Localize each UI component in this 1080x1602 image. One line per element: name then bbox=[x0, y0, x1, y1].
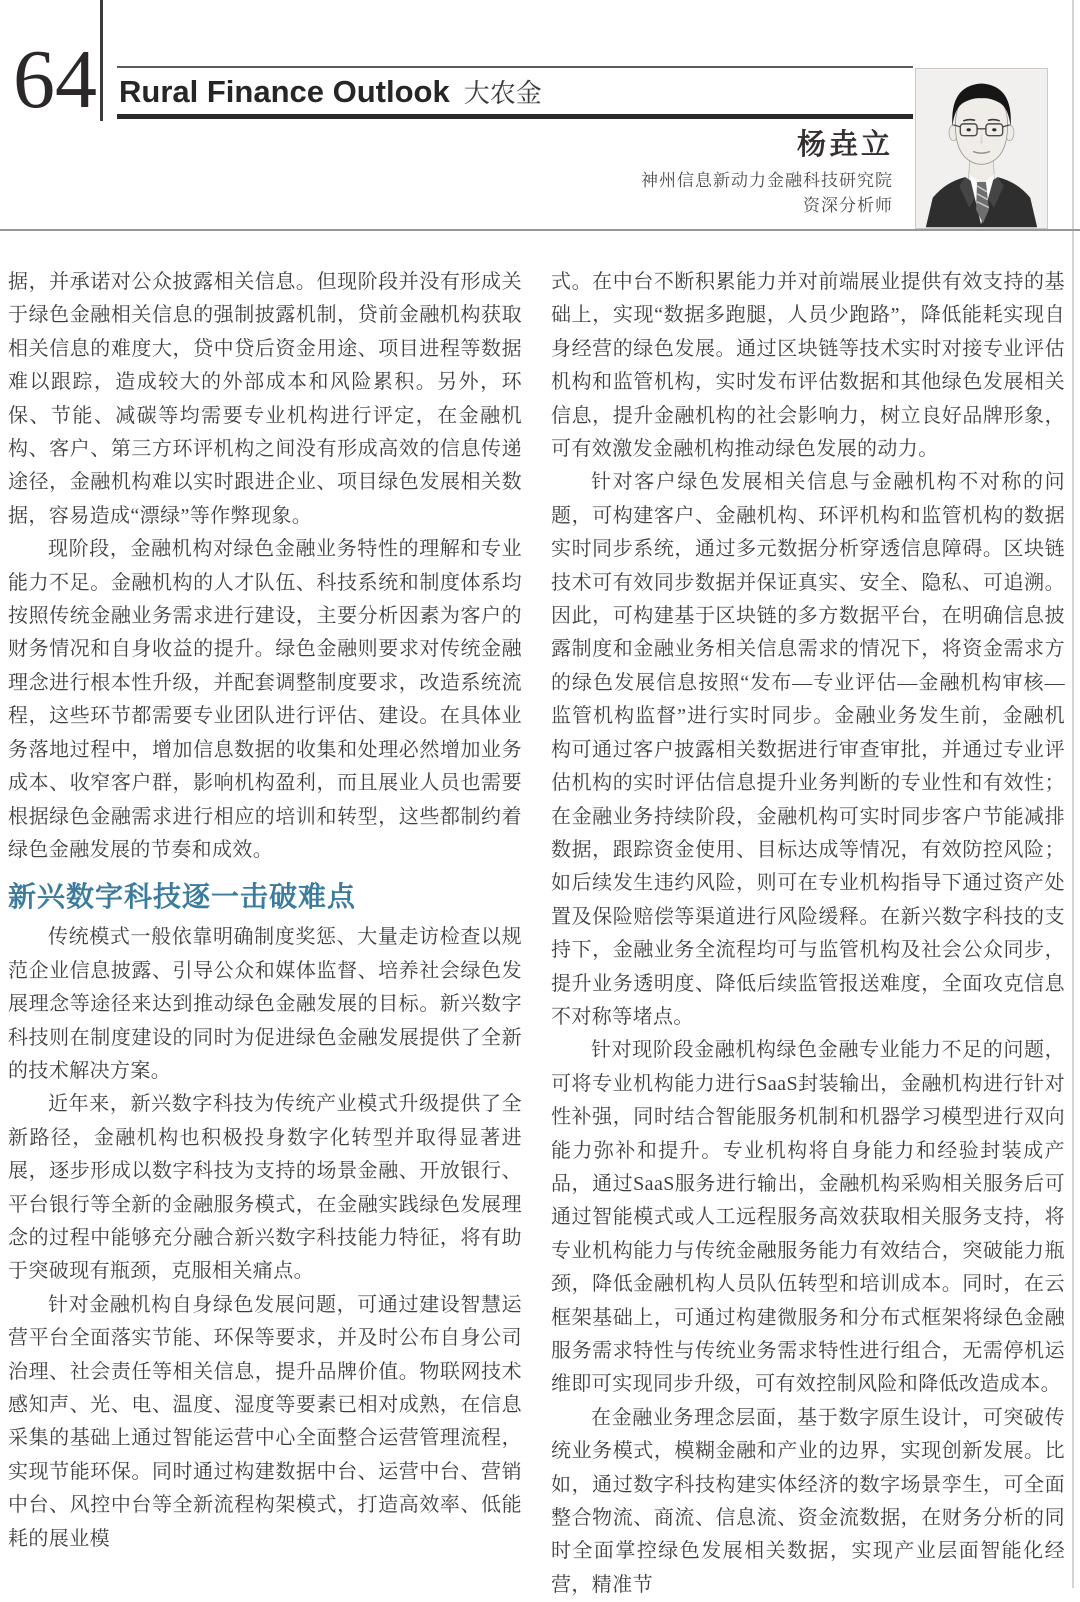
right-column bbox=[551, 266, 1065, 1602]
paragraph: 现阶段，金融机构对绿色金融业务特性的理解和专业能力不足。金融机构的人才队伍、科技系统和制度体系均按照传统金融业务需求进行建设，主要分析因素为客户的财务情况和自身收益的提升。绿色金融则要求对传统金融理念进行根本性升级，并配套调整制度要求，改造系统流程，这些环节都需要专业团队进行评估、建设。在具体业务落地过程中，增加信息数据的收集和处理必然增加业务成本、收窄客户群，影响机构盈利，而且展业人员也需要根据绿色金融需求进行相应的培训和转型，这些都制约着绿色金融发展的节奏和成效。 bbox=[8, 538, 522, 861]
paragraph: 式。在中台不断积累能力并对前端展业提供有效支持的基础上，实现“数据多跑腿，人员少跑路”，降低能耗实现自身经营的绿色发展。通过区块链等技术实时对接专业评估机构和监管机构，实时发布评估数据和其他绿色发展相关信息，提升金融机构的社会影响力，树立良好品牌形象，可有效激发金融机构推动绿色发展的动力。 bbox=[551, 271, 1065, 461]
article-body bbox=[8, 266, 1066, 1602]
page-number-rule bbox=[100, 0, 103, 121]
paragraph: 在金融业务理念层面，基于数字原生设计，可突破传统业务模式，模糊金融和产业的边界，实现创新发展。比如，通过数字科技构建实体经济的数字场景孪生，可全面整合物流、商流、信息流、资金流数据，在财务分析的同时全面掌控绿色发展相关数据，实现产业层面智能化经营，精准节 bbox=[551, 1406, 1065, 1596]
page-number: 64 bbox=[13, 33, 97, 126]
section-header bbox=[117, 66, 913, 119]
paragraph: 传统模式一般依靠明确制度奖惩、大量走访检查以规范企业信息披露、引导公众和媒体监督、培养社会绿色发展理念等途径来达到推动绿色金融发展的目标。新兴数字科技则在制度建设的同时为促进绿色金融发展提供了全新的技术解决方案。 bbox=[8, 926, 522, 1082]
section-title-zh: 大农金 bbox=[463, 78, 542, 108]
paragraph: 针对现阶段金融机构绿色金融专业能力不足的问题，可将专业机构能力进行SaaS封装输出，金融机构进行针对性补强，同时结合智能服务机制和机器学习模型进行双向能力弥补和提升。专业机构将自身能力和经验封装成产品，通过SaaS服务进行输出，金融机构采购相关服务后可通过智能模式或人工远程服务高效获取相关服务支持，将专业机构能力与传统金融服务能力有效结合，突破能力瓶颈，降低金融机构人员队伍转型和培训成本。同时，在云框架基础上，可通过构建微服务和分布式框架将绿色金融服务需求特性与传统业务需求特性进行组合，无需停机运维即可实现同步升级，可有效控制风险和降低改造成本。 bbox=[551, 1039, 1065, 1396]
left-column bbox=[8, 266, 522, 1602]
author-organization: 神州信息新动力金融科技研究院 bbox=[641, 171, 893, 190]
section-heading: 新兴数字科技逐一击破难点 bbox=[8, 881, 357, 913]
author-name: 杨垚立 bbox=[796, 129, 893, 161]
paragraph: 针对金融机构自身绿色发展问题，可通过建设智慧运营平台全面落实节能、环保等要求，并及时公布自身公司治理、社会责任等相关信息，提升品牌价值。物联网技术感知声、光、电、温度、湿度等要素已相对成熟，在信息采集的基础上通过智能运营中心全面整合运营管理流程，实现节能环保。同时通过构建数据中台、运营中台、营销中台、风控中台等全新流程构架模式，打造高效率、低能耗的展业模 bbox=[8, 1293, 522, 1550]
header-divider-line bbox=[0, 229, 1080, 231]
author-photo bbox=[915, 68, 1048, 229]
page-edge-line bbox=[1072, 0, 1074, 1588]
author-job-title: 资深分析师 bbox=[803, 196, 893, 215]
section-title-en: Rural Finance Outlook bbox=[119, 74, 450, 109]
author-block bbox=[641, 128, 893, 218]
paragraph: 针对客户绿色发展相关信息与金融机构不对称的问题，可构建客户、金融机构、环评机构和监管机构的数据实时同步系统，通过多元数据分析穿透信息障碍。区块链技术可有效同步数据并保证真实、安全、隐私、可追溯。因此，可构建基于区块链的多方数据平台，在明确信息披露制度和金融业务相关信息需求的情况下，将资金需求方的绿色发展信息按照“发布—专业评估—金融机构审核—监管机构监督”进行实时同步。金融业务发生前，金融机构可通过客户披露相关数据进行审查审批，并通过专业评估机构的实时评估信息提升业务判断的专业性和有效性；在金融业务持续阶段，金融机构可实时同步客户节能减排数据，跟踪资金使用、目标达成等情况，有效防控风险；如后续发生违约风险，则可在专业机构指导下通过资产处置及保险赔偿等渠道进行风险缓释。在新兴数字科技的支持下，金融业务全流程均可与监管机构及社会公众同步，提升业务透明度、降低后续监管报送难度，全面攻克信息不对称等堵点。 bbox=[551, 471, 1065, 1028]
paragraph: 据，并承诺对公众披露相关信息。但现阶段并没有形成关于绿色金融相关信息的强制披露机制，贷前金融机构获取相关信息的难度大，贷中贷后资金用途、项目进程等数据难以跟踪，造成较大的外部成本和风险累积。另外，环保、节能、减碳等均需要专业机构进行评定，在金融机构、客户、第三方环评机构之间没有形成高效的信息传递途径，金融机构难以实时跟进企业、项目绿色发展相关数据，容易造成“漂绿”等作弊现象。 bbox=[8, 271, 522, 527]
paragraph: 近年来，新兴数字科技为传统产业模式升级提供了全新路径，金融机构也积极投身数字化转型并取得显著进展，逐步形成以数字科技为支持的场景金融、开放银行、平台银行等全新的金融服务模式，在金融实践绿色发展理念的过程中能够充分融合新兴数字科技能力特征，将有助于突破现有瓶颈，克服相关痛点。 bbox=[8, 1093, 522, 1283]
portrait-illustration bbox=[916, 69, 1047, 228]
